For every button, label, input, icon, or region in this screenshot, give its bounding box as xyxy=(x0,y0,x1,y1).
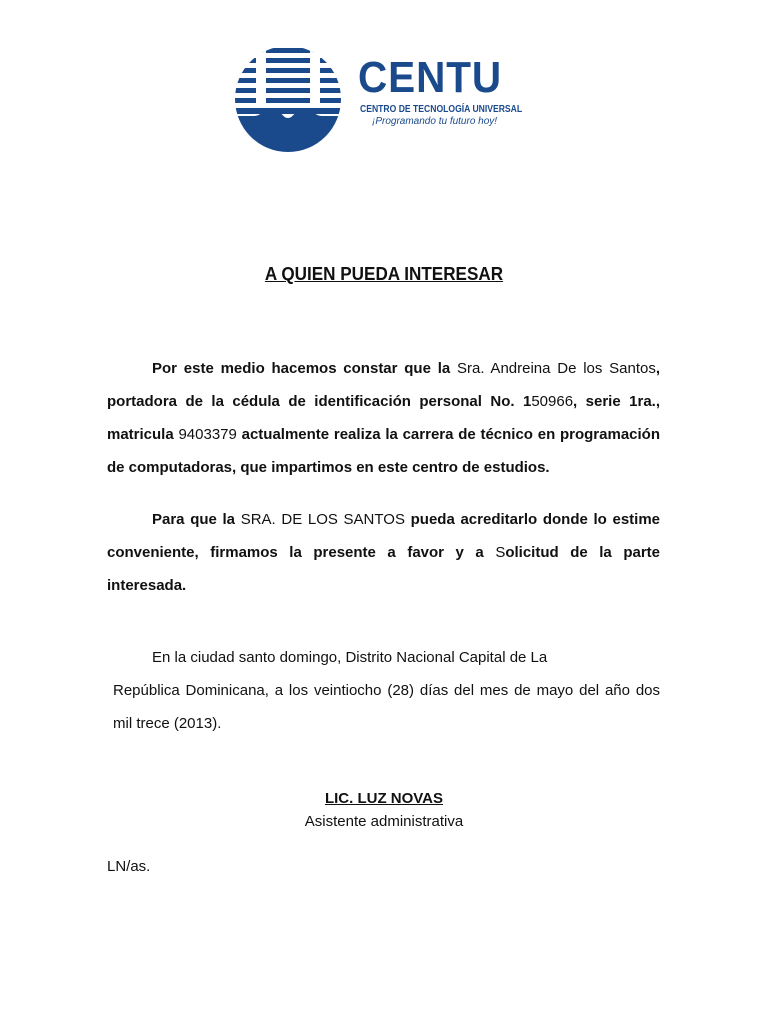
logo-tagline: ¡Programando tu futuro hoy! xyxy=(372,116,498,127)
p1-id-number: 50966 xyxy=(531,393,574,410)
paragraph-place-date xyxy=(107,641,660,740)
p3-year-number: (2013) xyxy=(173,715,218,732)
p3-text-3: . xyxy=(217,715,222,732)
p3-day-number: (28) xyxy=(387,682,415,699)
centu-globe-icon xyxy=(232,46,352,152)
p3-text-1: República Dominicana, a los veintiocho xyxy=(113,682,388,699)
logo-title: CENTU xyxy=(358,53,503,102)
paragraph-certification xyxy=(107,352,660,484)
p3-text-2: días del mes de mayo del año dos mil trece xyxy=(113,682,661,732)
signatory-name: LIC. LUZ NOVAS xyxy=(324,790,444,807)
p1-text-3: , serie 1ra., matricula xyxy=(107,393,660,443)
p1-enrollment-number: 9403379 xyxy=(178,426,237,443)
p1-text-1: Por este medio hacemos constar que la xyxy=(152,360,457,377)
reference-initials: LN/as. xyxy=(107,858,151,875)
p2-text-1: Para que la xyxy=(152,511,241,528)
letter-heading: A QUIEN PUEDA INTERESAR xyxy=(264,264,504,284)
p1-student-name: Sra. Andreina De los Santos xyxy=(456,360,656,377)
signatory-role: Asistente administrativa xyxy=(304,813,464,830)
p3-line-1: En la ciudad santo domingo, Distrito Nacional Capital de La xyxy=(152,649,548,666)
p2-s-letter: S xyxy=(495,544,506,561)
paragraph-purpose xyxy=(107,503,660,602)
p2-text-2: pueda acreditarlo donde lo estime conveniente, firmamos la presente a favor y a xyxy=(107,511,660,561)
centu-logo xyxy=(232,46,522,152)
logo-subtitle: CENTRO DE TECNOLOGÍA UNIVERSAL xyxy=(360,104,523,115)
p1-text-2: , portadora de la cédula de identificación personal No. 1 xyxy=(107,360,661,410)
p2-text-3: olicitud de la parte interesada. xyxy=(107,544,661,594)
p2-student-name: SRA. DE LOS SANTOS xyxy=(240,511,405,528)
p1-text-4: actualmente realiza la carrera de técnico en programación de computadoras, que impartimos en este centro de estudios. xyxy=(107,426,660,476)
